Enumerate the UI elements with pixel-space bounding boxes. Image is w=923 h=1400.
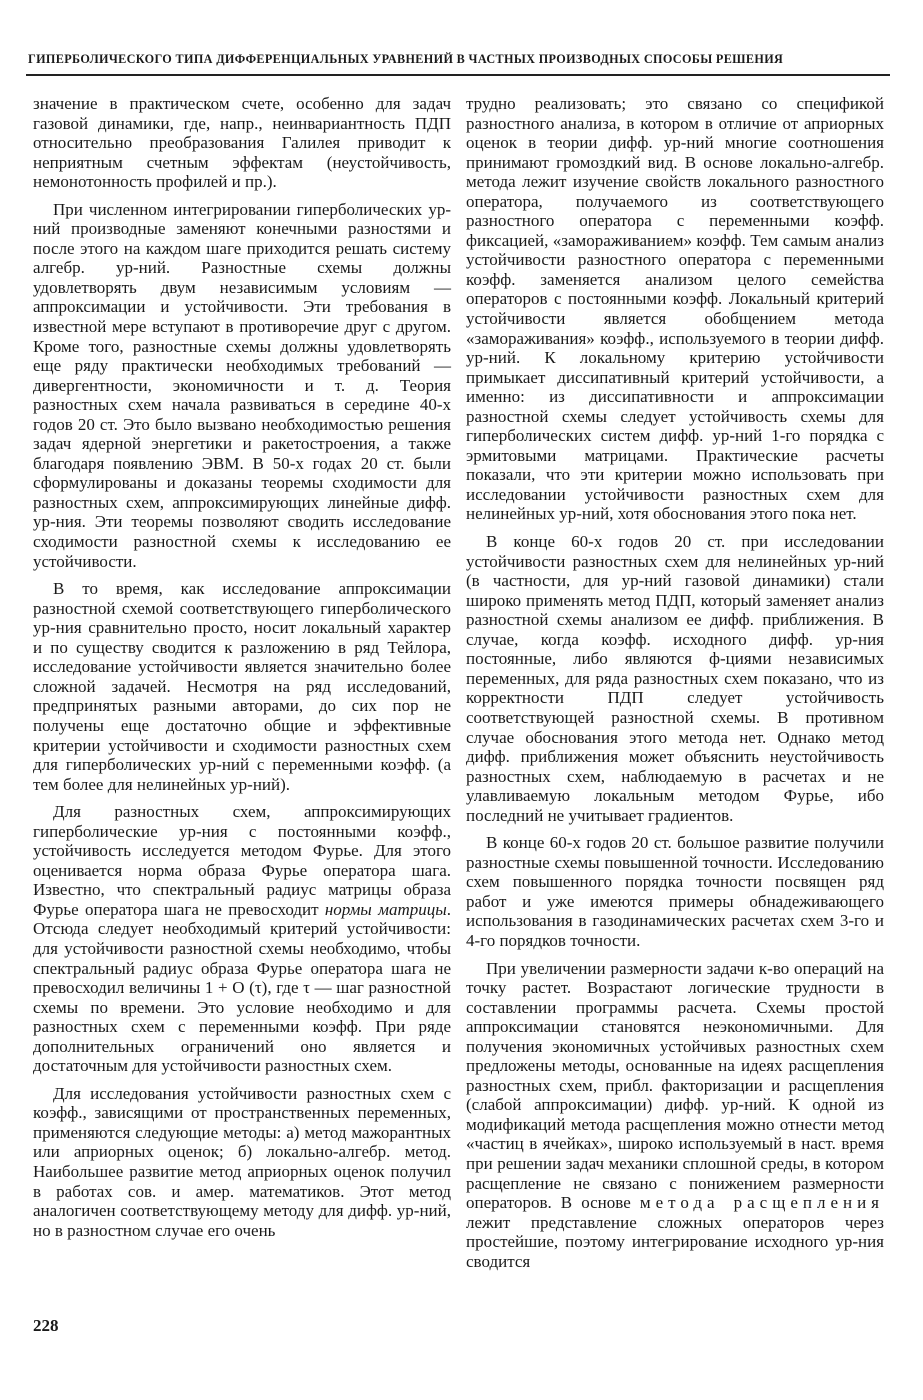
left-paragraph-4-part-b: . Отсюда следует необходимый критерий устойчивости: для устойчивости разностной схемы необходимо, чтобы спектральный радиус образа Фурье оператора шага не превосходил величины 1 + O (τ), где τ — шаг разностной схемы по времени. Это условие необходимо и для разностных схем с переменными коэфф. При ряде дополнительных ограничений оно является и достаточным для устойчивости разностных схем. [33,899,451,1076]
left-paragraph-4-part-a: Для разностных схем, аппроксимирующих гиперболические ур-ния с постоянными коэфф., устойчивость исследуется методом Фурье. Для этого оценивается норма образа Фурье оператора шага. Известно, что спектральный радиус матрицы образа Фурье оператора шага не превосходит [33,802,451,919]
page-number: 228 [33,1316,59,1335]
header-rule [26,74,890,76]
left-paragraph-1: значение в практическом счете, особенно для задач газовой динамики, где, напр., неинвариантность ПДП относительно преобразования Галилея приводит к неприятным счетным эффектам (неустойчивость, немонотонность профилей и пр.). [33,94,451,192]
left-paragraph-4 [33,802,451,1076]
right-paragraph-4-part-b: лежит представление сложных операторов через простейшие, поэтому интегрирование исходного ур-ния сводится [466,1212,884,1271]
right-paragraph-4-part-a: При увеличении размерности задачи к-во операций на точку растет. Возрастают логические трудности в составлении программы расчета. Схемы простой аппроксимации становятся неэкономичными. Для получения экономичных устойчивых разностных схем предложены методы, основанные на идеях расщепления разностных схем, прибл. факторизации и расщепления (слабой аппроксимации) дифф. ур-ний. К одной из модификаций метода расщепления можно отнести метод «частиц в ячейках», широко используемый в наст. время при решении задач механики сплошной среды, в котором расщепление не связано с понижением размерности операторов. В основе [466,958,884,1213]
running-title: ГИПЕРБОЛИЧЕСКОГО ТИПА ДИФФЕРЕНЦИАЛЬНЫХ УРАВНЕНИЙ В ЧАСТНЫХ ПРОИЗВОДНЫХ СПОСОБЫ РЕШЕНИЯ [28,52,784,66]
splitting-method-term: метода расщепления [639,1193,884,1213]
right-paragraph-1: трудно реализовать; это связано со спецификой разностного анализа, в котором в отличие от априорных оценок в теории дифф. ур-ний многие соотношения принимают громоздкий вид. В основе локально-алгебр. метода лежит изучение свойств локального разностного оператора, получаемого из соответствующего разностного оператора с переменными коэфф. фиксацией, «замораживанием» коэфф. Тем самым анализ устойчивости разностного оператора с переменными коэфф. заменяется анализом целого семейства операторов с постоянными коэфф. Локальный критерий устойчивости является обобщением метода «замораживания» коэфф., используемого в теории дифф. ур-ний. К локальному критерию устойчивости примыкает диссипативный критерий устойчивости, а именно: из диссипативности и аппроксимации разностной схемы следует устойчивость схемы для гиперболических систем дифф. ур-ний 1-го порядка с эрмитовыми матрицами. Практические расчеты показали, что эти критерии можно использовать при исследовании устойчивости разностных схем для нелинейных ур-ний, хотя обоснования этого пока нет. [466,94,884,524]
left-paragraph-3: В то время, как исследование аппроксимации разностной схемой соответствующего гиперболического ур-ния сравнительно просто, носит локальный характер и по существу сводится к разложению в ряд Тейлора, исследование устойчивости является значительно более сложной задачей. Несмотря на ряд исследований, предпринятых разными авторами, до сих пор не получены еще достаточно общие и эффективные критерии устойчивости и сходимости разностных схем для гиперболических ур-ний с переменными коэфф. (а тем более для нелинейных ур-ний). [33,579,451,794]
right-paragraph-2: В конце 60-х годов 20 ст. при исследовании устойчивости разностных схем для нелинейных ур-ний (в частности, для ур-ний газовой динамики) стали широко применять метод ПДП, который заменяет анализ разностной схемы анализом ее дифф. приближения. В случае, когда коэфф. исходного дифф. ур-ния постоянные, либо являются ф-циями независимых переменных, для ряда разностных схем показано, что из корректности ПДП следует устойчивость соответствующей разностной схемы. В противном случае обоснования этого метода нет. Однако метод дифф. приближения может объяснить неустойчивость разностных схем, наблюдаемую в расчетах и не улавливаемую локальным методом Фурье, ибо последний не учитывает градиентов. [466,532,884,825]
right-paragraph-4 [466,959,884,1272]
left-paragraph-2: При численном интегрировании гиперболических ур-ний производные заменяют конечными разностями и после этого на каждом шаге приходится решать систему алгебр. ур-ний. Разностные схемы должны удовлетворять двум независимым условиям — аппроксимации и устойчивости. Эти требования в известной мере вступают в противоречие друг с другом. Кроме того, разностные схемы должны удовлетворять еще ряду практически необходимых требований — дивергентности, экономичности и т. д. Теория разностных схем начала развиваться в середине 40-х годов 20 ст. Это было вызвано необходимостью решения задач ядерной энергетики и ракетостроения, а также благодаря появлению ЭВМ. В 50-х годах 20 ст. были сформулированы и доказаны теоремы сходимости для разностных схем, аппроксимирующих линейные дифф. ур-ния. Эти теоремы позволяют сводить исследование сходимости разностной схемы к исследованию ее устойчивости. [33,199,451,571]
matrix-norm-term: нормы матрицы [324,899,447,919]
left-column [33,94,451,1240]
left-paragraph-5: Для исследования устойчивости разностных схем с коэфф., зависящими от пространственных переменных, применяются следующие методы: а) метод мажорантных или априорных оценок; б) локально-алгебр. метод. Наибольшее развитие метод априорных оценок получил в работах сов. и амер. математиков. Этот метод аналогичен соответствующему методу для дифф. ур-ний, но в разностном случае его очень [33,1083,451,1240]
right-column [466,94,884,1271]
right-paragraph-3: В конце 60-х годов 20 ст. большое развитие получили разностные схемы повышенной точности. Исследованию схем повышенного порядка точности посвящен ряд работ и уже имеются примеры обнадеживающего использования в газодинамических расчетах схем 3-го и 4-го порядков точности. [466,833,884,950]
